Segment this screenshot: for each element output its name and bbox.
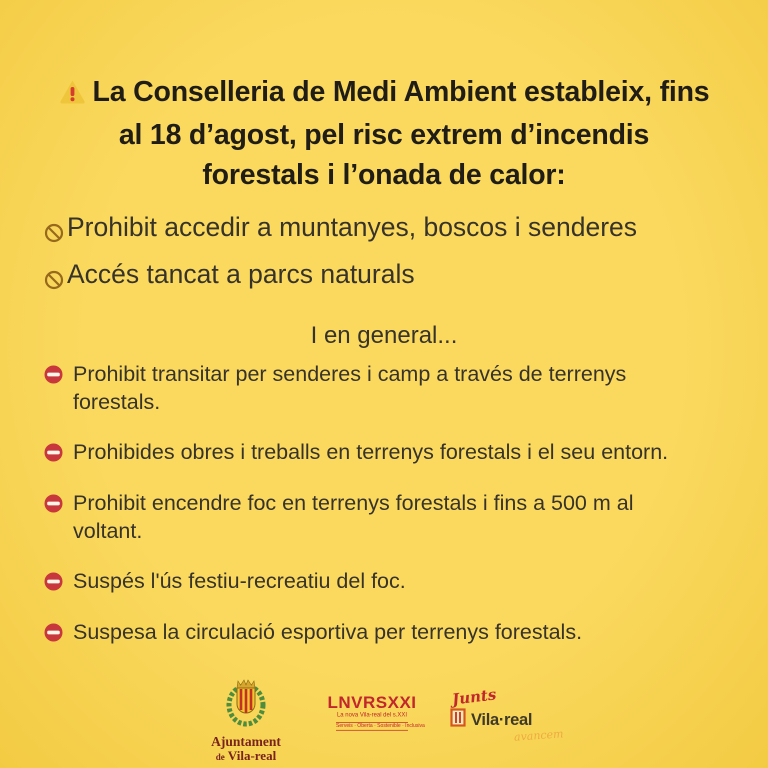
- no-entry-icon: [44, 365, 63, 389]
- warning-icon: [59, 75, 86, 115]
- title-line-1: La Conselleria de Medi Ambient estableix, fins: [92, 76, 710, 108]
- rule-text: Prohibit transitar per senderes i camp a través de terrenys forestals.: [73, 362, 627, 414]
- rule-item: [44, 490, 700, 545]
- prohibition-icon: [44, 261, 64, 301]
- rule-item: [44, 619, 700, 647]
- restriction-row: [44, 207, 768, 254]
- rule-text: Suspesa la circulació esportiva per terrenys forestals.: [73, 620, 583, 644]
- junts-city-name: Vila·real: [471, 710, 533, 729]
- lnvrsxxi-tagline: Serveis · Oberta · Sostenible · Inclusiva: [336, 722, 408, 731]
- ajuntament-logo: [198, 678, 294, 764]
- footer-logos: [0, 678, 768, 764]
- restriction-text: Accés tancat a parcs naturals: [67, 259, 415, 289]
- ajuntament-crest-icon: [218, 678, 274, 733]
- junts-vila-real-logo: [450, 685, 570, 744]
- junts-script-word: Junts: [451, 685, 498, 709]
- ajuntament-name-line2: de Vila-real: [215, 748, 277, 763]
- junts-slogan: avancem: [514, 727, 565, 744]
- restrictions-list: [44, 207, 768, 301]
- rule-text: Prohibides obres i treballs en terrenys forestals i el seu entorn.: [73, 440, 669, 464]
- rule-item: [44, 361, 700, 416]
- ajuntament-name-line1: Ajuntament: [211, 734, 281, 749]
- no-entry-icon: [44, 623, 63, 647]
- no-entry-icon: [44, 494, 63, 518]
- general-rules-list: [44, 361, 700, 647]
- general-heading: I en general...: [310, 322, 458, 349]
- poster-title: [22, 72, 746, 195]
- rule-text: Prohibit encendre foc en terrenys forestals i fins a 500 m al voltant.: [73, 491, 634, 543]
- no-entry-icon: [44, 443, 63, 467]
- junts-shield-icon: [450, 708, 466, 732]
- lnvrsxxi-title: LNVRSXXI: [327, 693, 417, 712]
- lnvrsxxi-logo: [322, 693, 425, 734]
- lnvrsxxi-subtitle: La nova Vila-real del s.XXI: [336, 712, 408, 718]
- no-entry-icon: [44, 572, 63, 596]
- title-line-3: forestals i l’onada de calor:: [202, 159, 566, 191]
- rule-item: [44, 439, 700, 467]
- rule-item: [44, 568, 700, 596]
- title-line-2: al 18 d’agost, pel risc extrem d’incendis: [118, 119, 650, 151]
- restriction-text: Prohibit accedir a muntanyes, boscos i senderes: [67, 212, 638, 242]
- restriction-row: [44, 254, 768, 301]
- prohibition-icon: [44, 214, 64, 254]
- rule-text: Suspés l'ús festiu-recreatiu del foc.: [73, 569, 406, 593]
